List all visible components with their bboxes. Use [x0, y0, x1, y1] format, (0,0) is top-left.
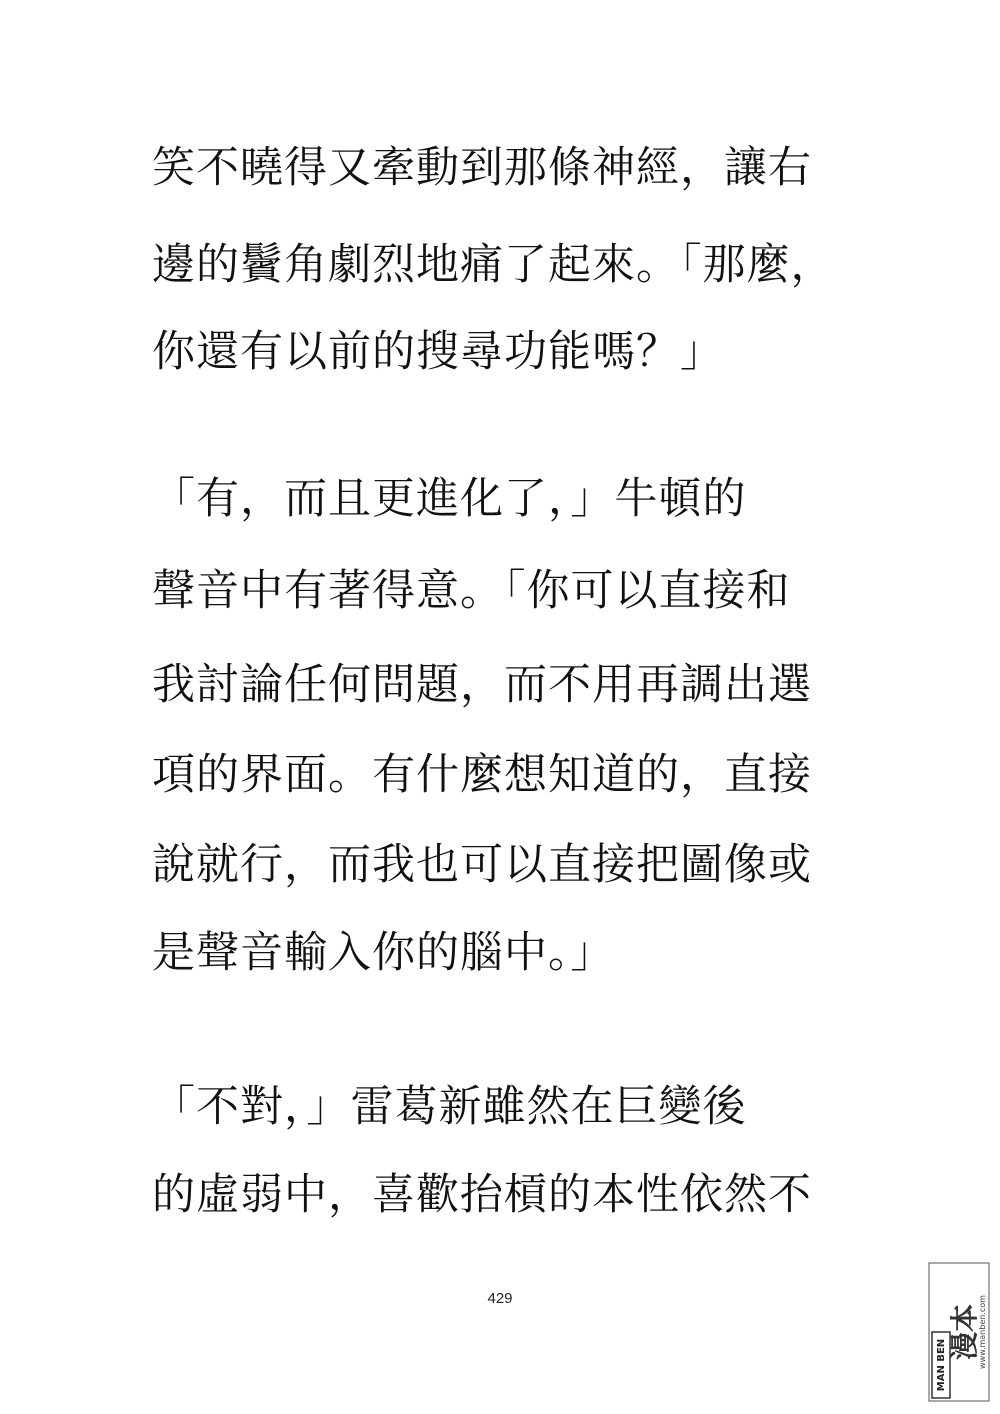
text-line-11: 的虛弱中，喜歡抬槓的本性依然不 [152, 1170, 812, 1220]
text-line-10: 「不對，」雷葛新雖然在巨變後 [152, 1082, 747, 1132]
manben-watermark-logo [928, 1262, 990, 1402]
text-line-5: 聲音中有著得意。「你可以直接和 [152, 566, 791, 616]
text-line-1: 笑不曉得又牽動到那條神經，讓右 [152, 143, 812, 193]
svg-text:MAN BEN: MAN BEN [936, 1338, 947, 1392]
text-line-3: 你還有以前的搜尋功能嗎？」 [152, 327, 724, 377]
page-number: 429 [487, 1290, 513, 1307]
text-line-2: 邊的鬢角劇烈地痛了起來。「那麼， [152, 240, 835, 290]
text-line-9: 是聲音輸入你的腦中。」 [152, 928, 615, 978]
text-line-8: 說就行，而我也可以直接把圖像或 [152, 840, 812, 890]
text-line-4: 「有，而且更進化了，」牛頓的 [152, 474, 747, 524]
svg-text:www.manben.com: www.manben.com [978, 1295, 987, 1369]
text-line-7: 項的界面。有什麼想知道的，直接 [152, 750, 812, 800]
text-line-6: 我討論任何問題，而不用再調出選 [152, 660, 812, 710]
svg-text:漫本: 漫本 [948, 1303, 981, 1361]
